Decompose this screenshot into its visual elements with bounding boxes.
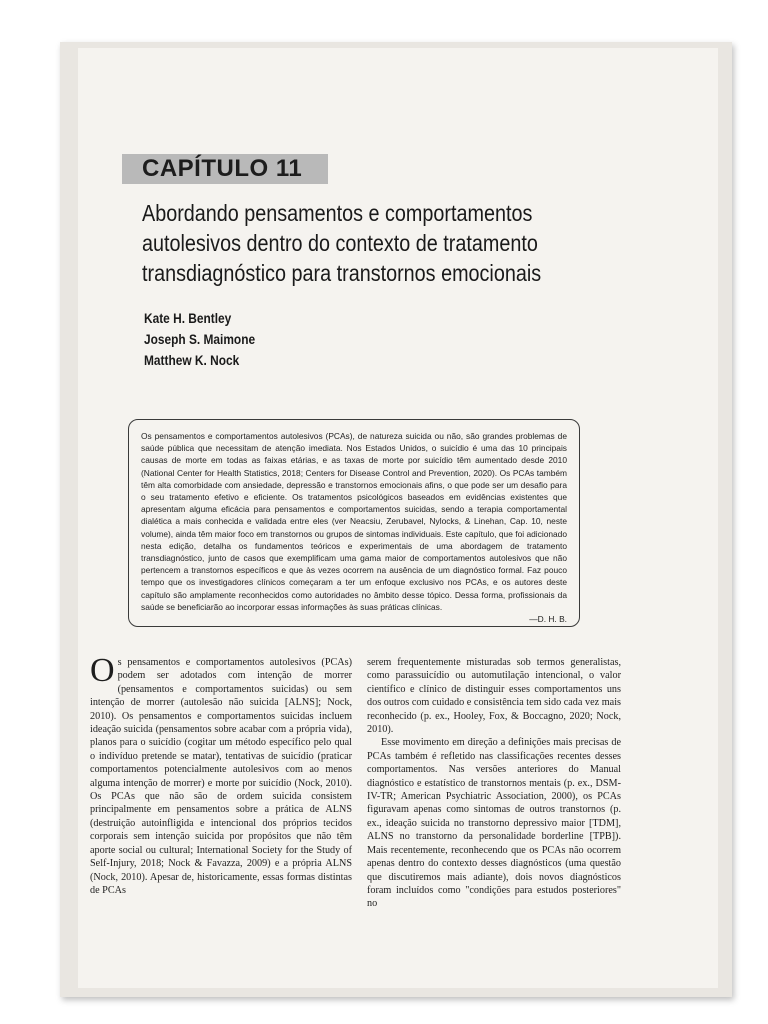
body-column-right: [367, 656, 621, 911]
title-line-1: Abordando pensamentos e comportamentos: [142, 200, 533, 226]
paragraph-text: s pensamentos e comportamentos autolesivos (PCAs) podem ser adotados com intenção de morrer (pensamentos e comportamentos suicidas) ou sem intenção de morrer (autolesão não suicida [ALNS]; Nock, 2010). Os pensamentos e comportamentos suicidas incluem ideação suicida (pensamentos sobre acabar com a própria vida), planos para o suicídio (cogitar um método específico pelo qual o indivíduo pretende se matar), tentativas de suicídio (praticar comportamentos potencialmente autolesivos com ao menos alguma intenção de morrer) e morte por suicídio (Nock, 2010). Os PCAs que não são de ordem suicida consistem principalmente em pensamentos sobre a prática de ALNS (destruição autoinfligida e intencional dos próprios tecidos corporais sem intenção suicida por propósitos que não têm aporte social ou cultural; International Society for the Study of Self-Injury, 2018; Nock & Favazza, 2009) e a própria ALNS (Nock, 2010). Apesar de, historicamente, essas formas distintas de PCAs: [90, 657, 352, 896]
title-line-3: transdiagnóstico para transtornos emocionais: [142, 260, 542, 286]
chapter-title: [142, 198, 555, 288]
abstract-text: Os pensamentos e comportamentos autolesivos (PCAs), de natureza suicida ou não, são grandes problemas de saúde pública que necessitam de atenção imediata. Nos Estados Unidos, o suicídio é uma das 10 principais causas de morte em todas as faixas etárias, e as taxas de morte por suicídio têm aumentado desde 2010 (National Center for Health Statistics, 2018; Centers for Disease Control and Prevention, 2020). Os PCAs também têm alta comorbidade com ansiedade, depressão e transtornos emocionais afins, o que pode ser um desafio para o seu tratamento efetivo e eficiente. Os tratamentos psicológicos baseados em evidências existentes que apresentam alguma eficácia para pensamentos e comportamentos suicidas, sendo a terapia comportamental dialética a mais conhecida e validada entre eles (ver Neacsiu, Zerubavel, Nylocks, & Linehan, Cap. 10, neste volume), ainda têm maior foco em transtornos ou grupos de sintomas individuais. Este capítulo, que foi adicionado nesta edição, detalha os fundamentos teóricos e experimentais de uma abordagem de tratamento transdiagnóstico, junto de casos que exemplificam uma gama maior de comportamentos autolesivos que não pertencem a transtornos específicos e que às vezes ocorrem na ausência de um diagnóstico formal. Faz pouco tempo que os investigadores clínicos começaram a ter um enfoque exclusivo nos PCAs, e os autores deste capítulo são amplamente reconhecidos como autoridades no âmbito desse tópico. Dessa forma, profissionais da saúde se beneficiarão ao incorporar essas informações às suas práticas clínicas.: [141, 431, 567, 612]
title-line-2: autolesivos dentro do contexto de tratamento: [142, 230, 538, 256]
body-paragraph: Esse movimento em direção a definições mais precisas de PCAs também é refletido nas classificações recentes desses comportamentos. Nas versões anteriores do Manual diagnóstico e estatístico de transtornos mentais (p. ex., DSM-IV-TR; American Psychiatric Association, 2000), os PCAs figuravam apenas como sintomas de outros transtornos (p. ex., ideação suicida no transtorno depressivo maior [TDM], ALNS no transtorno da personalidade borderline [TPB]). Mais recentemente, reconhecendo que os PCAs não ocorrem apenas dentro do contexto desses diagnósticos (uma questão que discutiremos mais adiante), dois novos diagnósticos foram incluídos como "condições para estudos posteriores" no: [367, 737, 621, 910]
author-name: Kate H. Bentley: [144, 310, 232, 326]
drop-cap: O: [90, 652, 115, 689]
bleed-through-right: [588, 128, 688, 598]
body-paragraph: [90, 652, 352, 897]
body-paragraph: serem frequentemente misturadas sob termos generalistas, como parassuicídio ou automutilação intencional, o valor científico e clínico de distinguir esses comportamentos uns dos outros com cuidado e consistência tem sido cada vez mais reconhecido (p. ex., Hooley, Fox, & Boccagno, 2020; Nock, 2010).: [367, 657, 621, 736]
author-name: Matthew K. Nock: [144, 352, 240, 368]
body-column-left: [90, 652, 352, 897]
author-list: [144, 308, 275, 371]
abstract-signature: —D. H. B.: [529, 614, 567, 625]
editor-abstract-box: [128, 419, 580, 627]
chapter-label: CAPÍTULO 11: [122, 154, 328, 184]
author-name: Joseph S. Maimone: [144, 331, 256, 347]
